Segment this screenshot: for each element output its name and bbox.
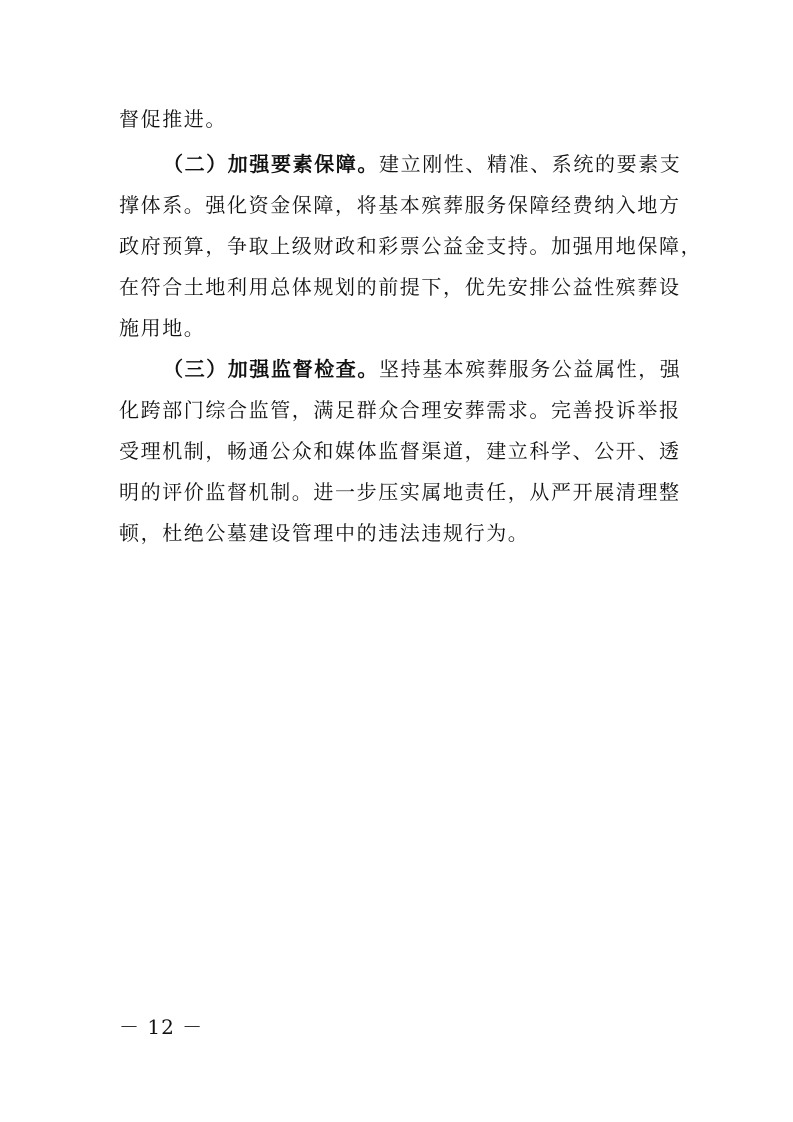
paragraph-line: 在符合土地利用总体规划的前提下，优先安排公益性殡葬设 — [119, 275, 681, 299]
section-three-heading: （三）加强监督检查。 — [163, 357, 379, 381]
page-number: － 12 － — [119, 1015, 204, 1039]
paragraph-line: 督促推进。 — [119, 107, 227, 131]
paragraph-line: 受理机制，畅通公众和媒体监督渠道，建立科学、公开、透 — [119, 439, 681, 463]
section-three-text: 坚持基本殡葬服务公益属性，强 — [379, 357, 682, 381]
paragraph-line: 政府预算，争取上级财政和彩票公益金支持。加强用地保障， — [119, 234, 703, 258]
section-two-heading: （二）加强要素保障。 — [163, 152, 379, 176]
section-two-first-line — [163, 152, 682, 176]
section-two-text: 建立刚性、精准、系统的要素支 — [379, 152, 682, 176]
paragraph-line: 施用地。 — [119, 316, 206, 340]
paragraph-line: 化跨部门综合监管，满足群众合理安葬需求。完善投诉举报 — [119, 398, 681, 422]
section-three-first-line — [163, 357, 682, 381]
paragraph-line: 顿，杜绝公墓建设管理中的违法违规行为。 — [119, 521, 530, 545]
paragraph-line: 明的评价监督机制。进一步压实属地责任，从严开展清理整 — [119, 480, 681, 504]
paragraph-line: 撑体系。强化资金保障，将基本殡葬服务保障经费纳入地方 — [119, 193, 681, 217]
